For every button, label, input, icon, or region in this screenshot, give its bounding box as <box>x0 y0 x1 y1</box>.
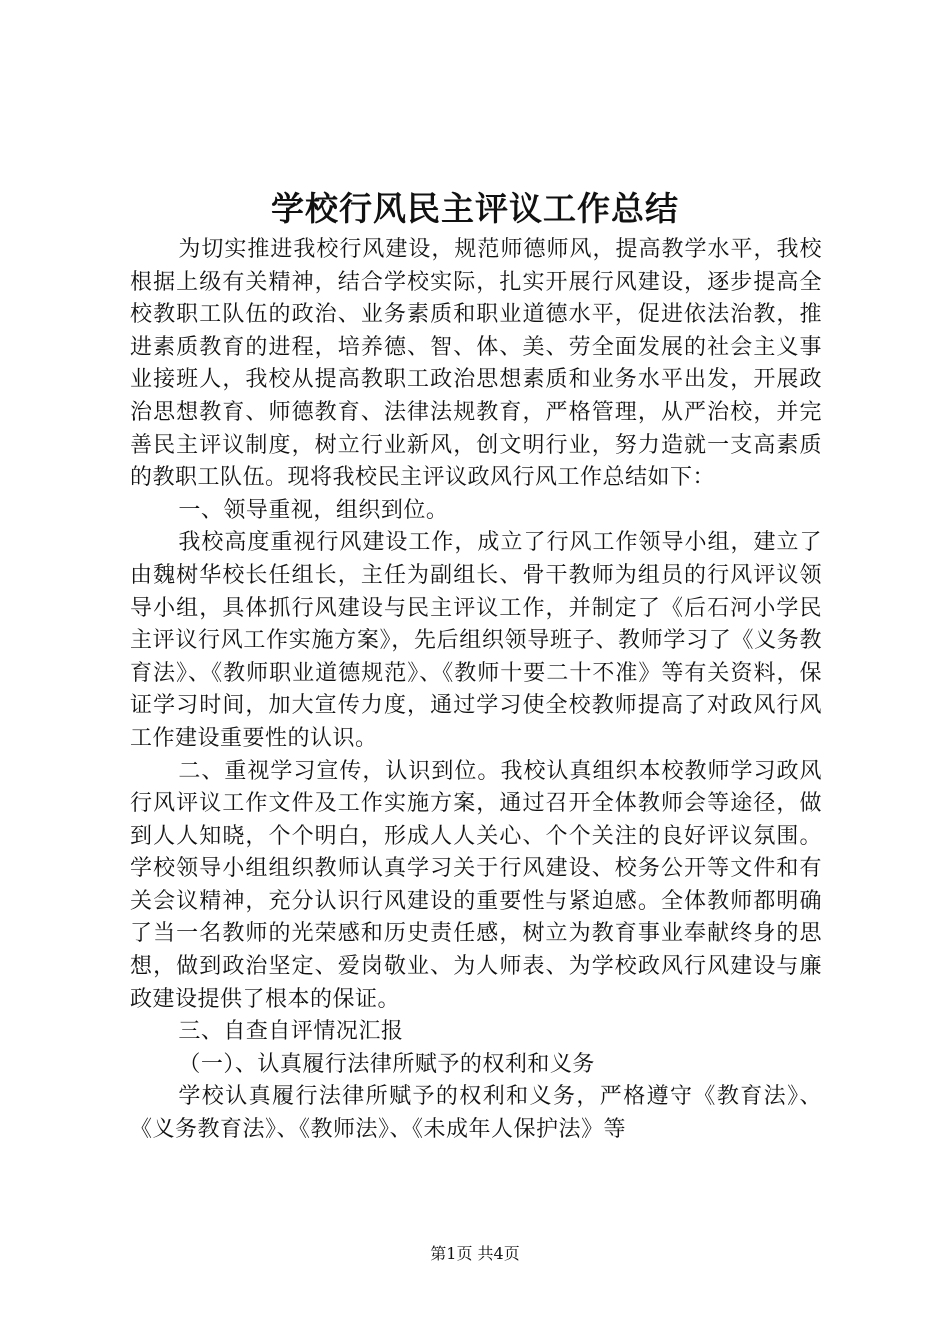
paragraph-law: 学校认真履行法律所赋予的权利和义务，严格遵守《教育法》、《义务教育法》、《教师法》、《未成年人保护法》等 <box>130 1084 822 1143</box>
section-heading-3: 三、自查自评情况汇报 <box>178 1019 404 1045</box>
subsection-heading-1: （一）、认真履行法律所赋予的权利和义务 <box>178 1051 595 1077</box>
section-heading-1: 一、领导重视，组织到位。 <box>178 497 449 523</box>
paragraph-leadership: 我校高度重视行风建设工作，成立了行风工作领导小组，建立了由魏树华校长任组长，主任为副组长、骨干教师为组员的行风评议领导小组，具体抓行风建设与民主评议工作，并制定了《后石河小学民主评议行风工作实施方案》，先后组织领导班子、教师学习了《义务教育法》、《教师职业道德规范》、《教师十要二十不准》等有关资料，保证学习时间，加大宣传力度，通过学习使全校教师提高了对政风行风工作建设重要性的认识。 <box>130 530 822 751</box>
document-body <box>130 234 822 1147</box>
document-title: 学校行风民主评议工作总结 <box>271 189 679 228</box>
paragraph-intro: 为切实推进我校行风建设，规范师德师风，提高教学水平，我校根据上级有关精神，结合学校实际，扎实开展行风建设，逐步提高全校教职工队伍的政治、业务素质和职业道德水平，促进依法治教，推进素质教育的进程，培养德、智、体、美、劳全面发展的社会主义事业接班人，我校从提高教职工政治思想素质和业务水平出发，开展政治思想教育、师德教育、法律法规教育，严格管理，从严治校，并完善民主评议制度，树立行业新风，创文明行业，努力造就一支高素质的教职工队伍。现将我校民主评议政风行风工作总结如下： <box>130 237 822 491</box>
page-footer: 第1页 共4页 <box>430 1244 520 1263</box>
paragraph-study: 二、重视学习宣传，认识到位。我校认真组织本校教师学习政风行风评议工作文件及工作实施方案，通过召开全体教师会等途径，做到人人知晓，个个明白，形成人人关心、个个关注的良好评议氛围。学校领导小组组织教师认真学习关于行风建设、校务公开等文件和有关会议精神，充分认识行风建设的重要性与紧迫感。全体教师都明确了当一名教师的光荣感和历史责任感，树立为教育事业奉献终身的思想，做到政治坚定、爱岗敬业、为人师表、为学校政风行风建设与廉政建设提供了根本的保证。 <box>130 758 822 1012</box>
